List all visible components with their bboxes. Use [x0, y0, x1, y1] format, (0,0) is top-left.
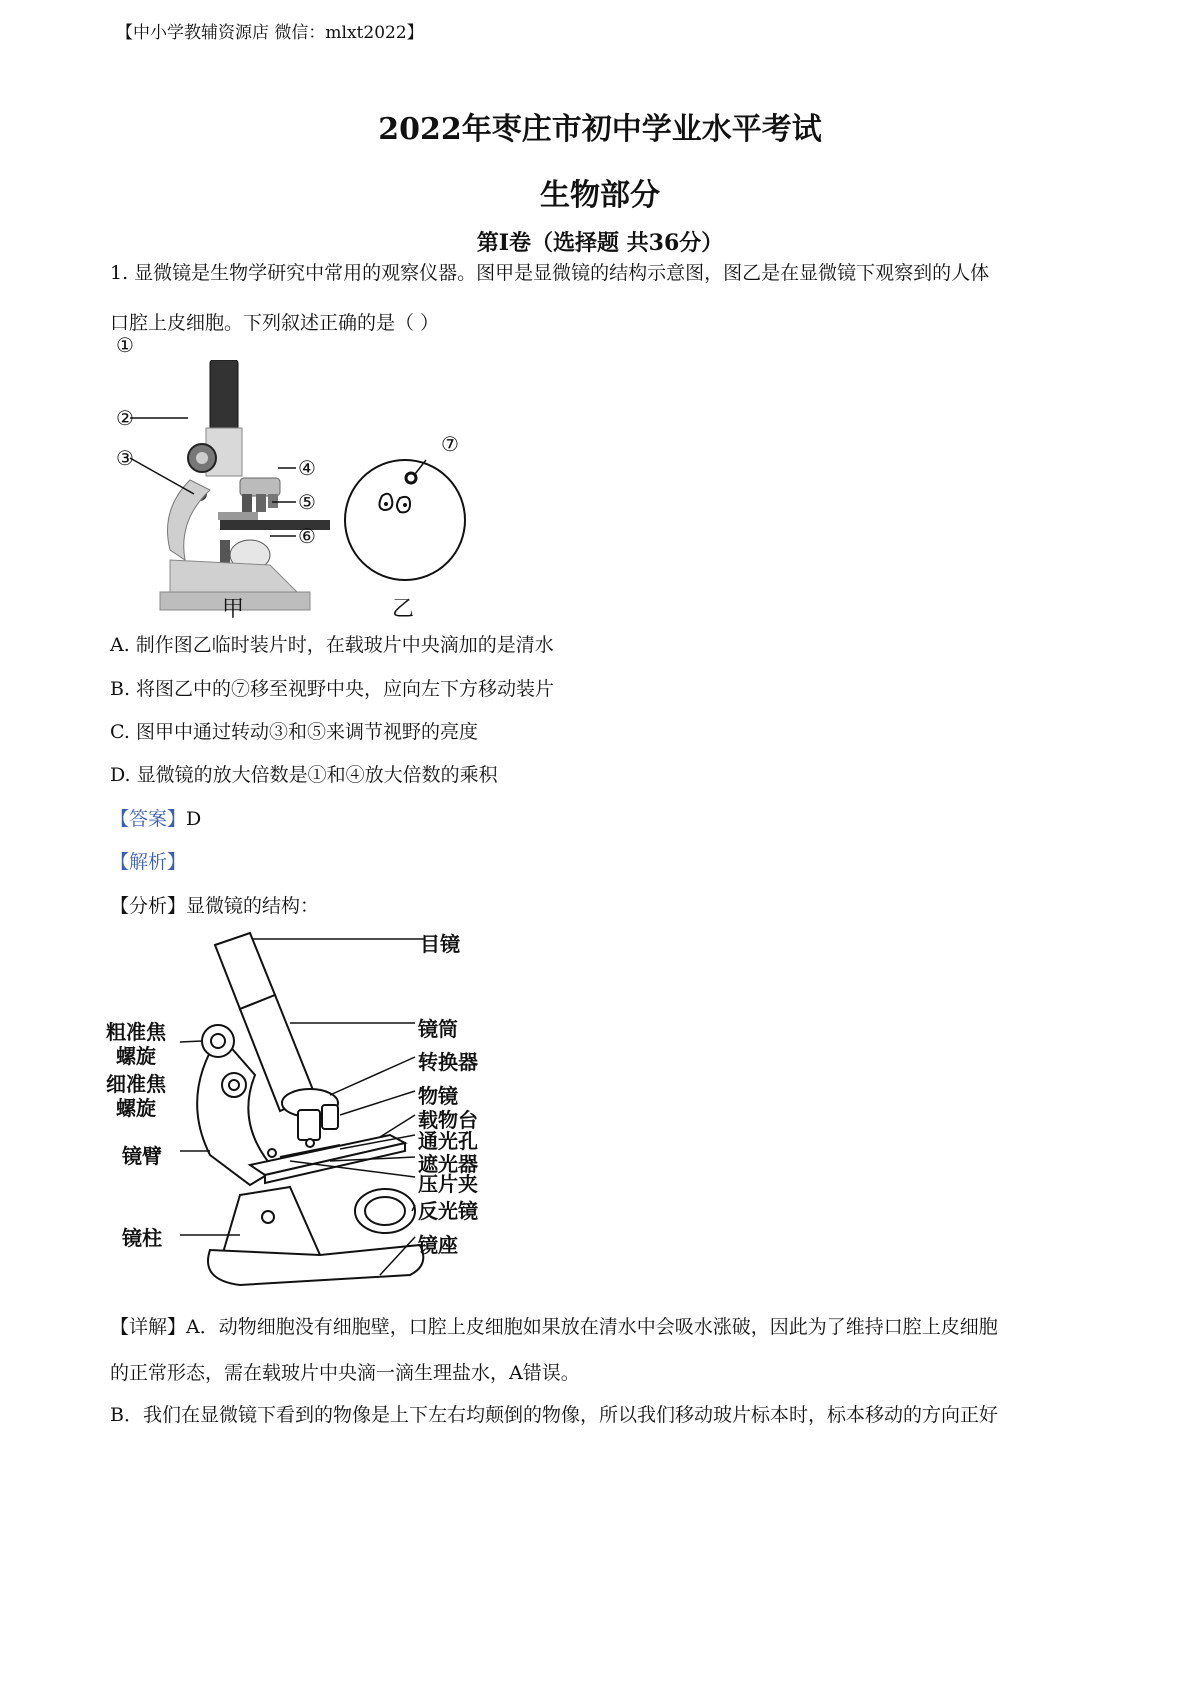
question-line-2: 口腔上皮细胞。下列叙述正确的是（ ） — [110, 312, 440, 334]
label-zhuanhuanqi: 转换器 — [418, 1050, 478, 1074]
option-c: C. 图甲中通过转动③和⑤来调节视野的亮度 — [110, 721, 478, 743]
label-jingtong: 镜筒 — [418, 1017, 458, 1041]
label-luoxuan-1: 螺旋 — [116, 1044, 156, 1068]
label-wujing: 物镜 — [418, 1084, 458, 1108]
answer-line — [110, 808, 1100, 831]
label-jingzuo: 镜座 — [418, 1233, 458, 1257]
cell-field-yi-drawing — [345, 460, 465, 580]
figure-num-7: ⑦ — [441, 432, 459, 456]
label-jingbi: 镜臂 — [122, 1144, 162, 1168]
label-zheguangqi: 遮光器 — [418, 1152, 478, 1176]
header-watermark: 【中小学教辅资源店 微信：mlxt2022】 — [116, 23, 424, 43]
option-b: B. 将图乙中的⑦移至视野中央，应向左下方移动装片 — [110, 678, 555, 700]
answer-tag: 【答案】 — [110, 808, 187, 830]
analysis-tag: 【解析】 — [110, 851, 187, 873]
question-line-1: 1. 显微镜是生物学研究中常用的观察仪器。图甲是显微镜的结构示意图，图乙是在显微镜下观察到的人体 — [110, 262, 990, 284]
label-fanguangjing: 反光镜 — [418, 1199, 478, 1223]
label-jingzhu: 镜柱 — [122, 1226, 162, 1250]
detail-line-3: B．我们在显微镜下看到的物像是上下左右均颠倒的物像，所以我们移动玻片标本时，标本移动的方向正好 — [110, 1404, 998, 1426]
figure-num-4: ④ — [298, 456, 316, 480]
label-tongguangkong: 通光孔 — [418, 1129, 478, 1153]
answer-value: D — [186, 808, 202, 830]
label-yapianjia: 压片夹 — [418, 1172, 478, 1196]
option-d: D. 显微镜的放大倍数是①和④放大倍数的乘积 — [110, 764, 498, 786]
figure-num-6: ⑥ — [298, 524, 316, 548]
figure-num-5: ⑤ — [298, 490, 316, 514]
label-zaiwutai: 载物台 — [418, 1108, 478, 1132]
figure-num-3: ③ — [116, 446, 134, 470]
figure-label-yi: 乙 — [392, 597, 415, 622]
detail-line-2: 的正常形态，需在载玻片中央滴一滴生理盐水，A错误。 — [110, 1362, 580, 1384]
page-title: 2022年枣庄市初中学业水平考试 — [378, 112, 822, 147]
label-mujing: 目镜 — [420, 932, 460, 956]
microscope-jia-drawing — [160, 360, 330, 610]
figure-label-jia: 甲 — [222, 597, 245, 622]
figure-num-1: ① — [116, 333, 134, 357]
detail-line-1: 【详解】A．动物细胞没有细胞壁，口腔上皮细胞如果放在清水中会吸水涨破，因此为了维持口腔上皮细胞 — [110, 1316, 998, 1338]
figure-num-2: ② — [116, 406, 134, 430]
page-subtitle: 生物部分 — [540, 178, 660, 213]
section-heading: 第Ⅰ卷（选择题 共36分） — [476, 230, 724, 256]
label-xizhunjiao: 细准焦 — [106, 1072, 166, 1096]
label-cuzhunjiao: 粗准焦 — [106, 1020, 166, 1044]
option-a: A. 制作图乙临时装片时，在载玻片中央滴加的是清水 — [110, 634, 554, 656]
label-luoxuan-2: 螺旋 — [116, 1096, 156, 1120]
analysis-intro: 【分析】显微镜的结构： — [110, 895, 320, 917]
